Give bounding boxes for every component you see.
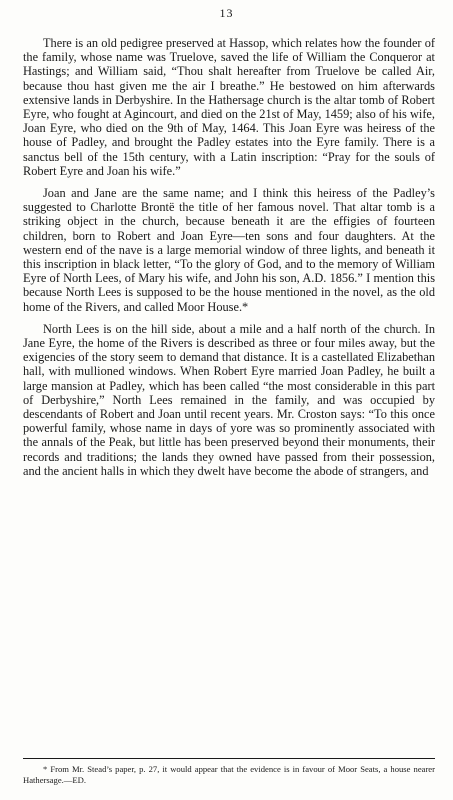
footnote: * From Mr. Stead’s paper, p. 27, it would appear that the evidence is in favour of Moor Seats, a house nearer Hathersage.—ED.: [23, 764, 435, 785]
page-number: 13: [219, 6, 234, 20]
paragraph: There is an old pedigree preserved at Hassop, which relates how the founder of the family, whose name was Truelove, saved the life of William the Conqueror at Hastings; and William said, “Thou shalt hereafter from Truelove be called Air, because thou hast given me the air I breathe.” He bestowed on him afterwards extensive lands in Derbyshire. In the Hathersage church is the altar tomb of Robert Eyre, who fought at Agincourt, and died on the 21st of May, 1459; also of his wife, Joan Eyre, who died on the 9th of May, 1464. This Joan Eyre was heiress of the house of Padley, and brought the Padley estates into the Eyre family. There is a sanctus bell of the 15th century, with a Latin inscription: “Pray for the souls of Robert Eyre and Joan his wife.”: [23, 36, 435, 178]
body-text: [23, 36, 435, 478]
footnote-divider: [23, 758, 435, 759]
paragraph: Joan and Jane are the same name; and I think this heiress of the Padley’s suggested to Charlotte Brontë the title of her famous novel. That altar tomb is a striking object in the church, because beneath it are the effigies of fourteen children, born to Robert and Joan Eyre—ten sons and four daughters. At the western end of the nave is a large memorial window of three lights, and beneath it this inscription in black letter, “To the glory of God, and to the memory of William Eyre of North Lees, of Mary his wife, and John his son, A.D. 1856.” I mention this because North Lees is supposed to be the house mentioned in the novel, as the old home of the Rivers, and called Moor House.*: [23, 186, 435, 314]
paragraph: North Lees is on the hill side, about a mile and a half north of the church. In Jane Eyre, the home of the Rivers is described as three or four miles away, but the exigencies of the story seem to demand that distance. It is a castellated Elizabethan hall, with mullioned windows. When Robert Eyre married Joan Padley, he built a large mansion at Padley, which has been called “the most considerable in this part of Derbyshire,” North Lees remained in the family, and was occupied by descendants of Robert and Joan until recent years. Mr. Croston says: “To this once powerful family, whose name in days of yore was so prominently associated with the annals of the Peak, but little has been preserved beyond their monuments, their records and traditions; the lands they owned have passed from their possession, and the ancient halls in which they dwelt have become the abode of strangers, and: [23, 321, 435, 478]
